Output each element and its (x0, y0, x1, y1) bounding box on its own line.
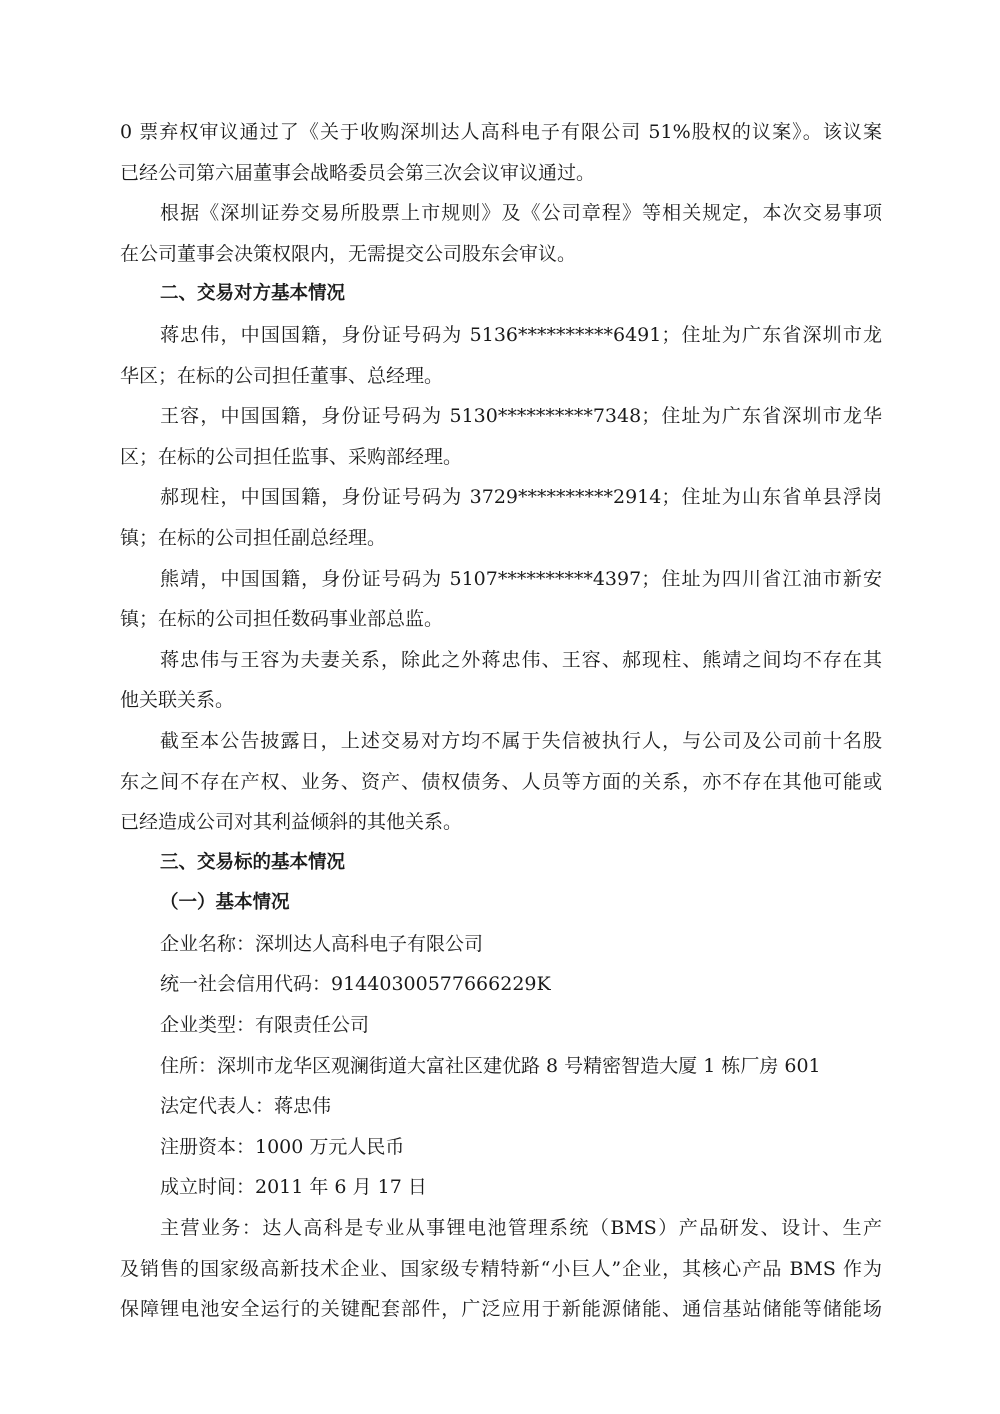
text-line: 及销售的国家级高新技术企业、国家级专精特新“小巨人”企业，其核心产品 BMS 作为 (120, 1257, 882, 1280)
paragraph-wang (120, 396, 882, 477)
paragraph-disclosure (120, 721, 882, 843)
paragraph-jiang (120, 315, 882, 396)
text-line: 已经公司第六届董事会战略委员会第三次会议审议通过。 (120, 161, 596, 184)
text-line: 区；在标的公司担任监事、采购部经理。 (120, 445, 463, 468)
text-line: 他关联关系。 (120, 689, 235, 712)
text-line: 根据《深圳证券交易所股票上市规则》及《公司章程》等相关规定，本次交易事项 (160, 202, 882, 225)
paragraph-xiong (120, 559, 882, 640)
field-address: 住所：深圳市龙华区观澜街道大富社区建优路 8 号精密智造大厦 1 栋厂房 601 (160, 1054, 821, 1077)
field-company-type: 企业类型：有限责任公司 (160, 1014, 370, 1037)
text-line: 蒋忠伟与王容为夫妻关系，除此之外蒋忠伟、王容、郝现柱、熊靖之间均不存在其 (160, 648, 882, 671)
subsection-heading-basic-info: （一）基本情况 (160, 892, 290, 914)
text-line: 熊靖，中国国籍，身份证号码为 5107**********4397；住址为四川省江油市新安 (160, 567, 882, 590)
field-credit-code: 统一社会信用代码：91440300577666229K (160, 973, 551, 996)
paragraph-rules (120, 193, 882, 274)
document-page (120, 112, 882, 1330)
text-line: 华区；在标的公司担任董事、总经理。 (120, 364, 444, 387)
text-line: 在公司董事会决策权限内，无需提交公司股东会审议。 (120, 242, 577, 265)
text-line: 主营业务：达人高科是专业从事锂电池管理系统（BMS）产品研发、设计、生产 (160, 1217, 882, 1240)
paragraph-business (120, 1208, 882, 1330)
field-registered-capital: 注册资本：1000 万元人民币 (160, 1135, 405, 1158)
text-line: 蒋忠伟，中国国籍，身份证号码为 5136**********6491；住址为广东省深圳市龙 (160, 323, 882, 346)
field-company-name: 企业名称：深圳达人高科电子有限公司 (160, 932, 484, 955)
text-line: 已经造成公司对其利益倾斜的其他关系。 (120, 811, 463, 834)
text-line: 0 票弃权审议通过了《关于收购深圳达人高科电子有限公司 51%股权的议案》。该议案 (120, 121, 882, 143)
paragraph-hao (120, 477, 882, 558)
field-established-date: 成立时间：2011 年 6 月 17 日 (160, 1176, 427, 1199)
text-line: 东之间不存在产权、业务、资产、债权债务、人员等方面的关系，亦不存在其他可能或 (120, 770, 882, 793)
text-line: 截至本公告披露日，上述交易对方均不属于失信被执行人，与公司及公司前十名股 (160, 729, 882, 752)
field-legal-representative: 法定代表人：蒋忠伟 (160, 1095, 332, 1118)
text-line: 保障锂电池安全运行的关键配套部件，广泛应用于新能源储能、通信基站储能等储能场 (120, 1298, 882, 1321)
paragraph-relation (120, 640, 882, 721)
section-heading-target: 三、交易标的基本情况 (160, 851, 346, 873)
paragraph-intro (120, 112, 882, 193)
section-heading-counterparty: 二、交易对方基本情况 (160, 283, 346, 305)
text-line: 镇；在标的公司担任数码事业部总监。 (120, 608, 444, 631)
text-line: 王容，中国国籍，身份证号码为 5130**********7348；住址为广东省深圳市龙华 (160, 405, 882, 428)
text-line: 郝现柱，中国国籍，身份证号码为 3729**********2914；住址为山东省单县浮岗 (160, 486, 882, 509)
text-line: 镇；在标的公司担任副总经理。 (120, 526, 387, 549)
